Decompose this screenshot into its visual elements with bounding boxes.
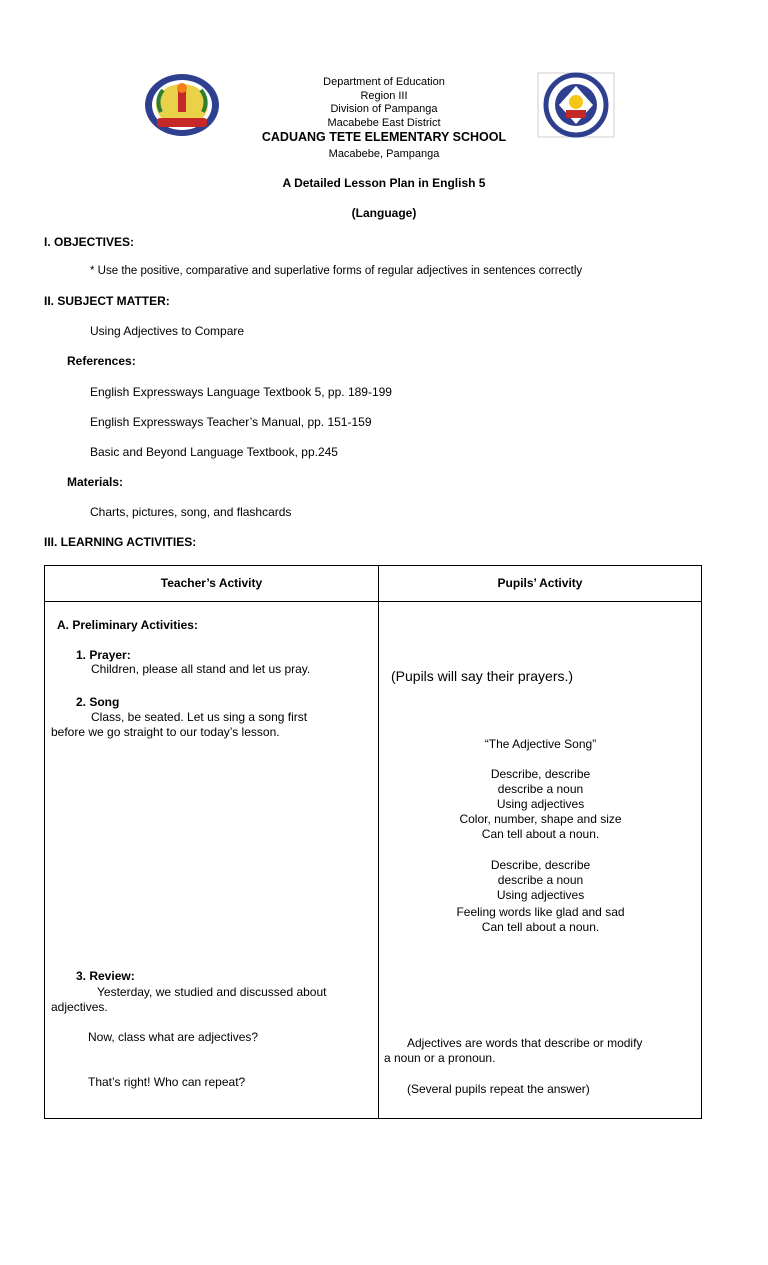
references-heading: References: bbox=[67, 354, 136, 368]
plan-title: A Detailed Lesson Plan in English 5 bbox=[282, 176, 486, 190]
prelim-heading: A. Preliminary Activities: bbox=[57, 618, 198, 632]
activities-heading: III. LEARNING ACTIVITIES: bbox=[44, 535, 197, 549]
reference-item: English Expressways Language Textbook 5, pp. 189-199 bbox=[90, 385, 392, 399]
review-text: adjectives. bbox=[51, 1000, 108, 1014]
header-town: Macabebe, Pampanga bbox=[328, 148, 440, 160]
header-district: Macabebe East District bbox=[327, 117, 441, 129]
prayer-heading: 1. Prayer: bbox=[76, 648, 131, 662]
song-line: Using adjectives bbox=[496, 797, 585, 811]
pupils-answer: Adjectives are words that describe or modify bbox=[407, 1036, 643, 1050]
reference-item: English Expressways Teacher’s Manual, pp. 151-159 bbox=[90, 415, 372, 429]
header-region: Region III bbox=[360, 90, 408, 102]
song-line: describe a noun bbox=[497, 782, 584, 796]
song-line: Feeling words like glad and sad bbox=[456, 905, 625, 919]
song-line: Describe, describe bbox=[490, 858, 591, 872]
objective-item: * Use the positive, comparative and superlative forms of regular adjectives in sentences correctly bbox=[90, 265, 583, 277]
pupils-prayer: (Pupils will say their prayers.) bbox=[391, 668, 574, 684]
column-header-pupils: Pupils’ Activity bbox=[379, 566, 702, 602]
header-division: Division of Pampanga bbox=[330, 103, 438, 115]
song-line: describe a noun bbox=[497, 873, 584, 887]
teacher-question: Now, class what are adjectives? bbox=[88, 1030, 259, 1044]
pupils-answer: a noun or a pronoun. bbox=[384, 1051, 496, 1065]
materials-list: Charts, pictures, song, and flashcards bbox=[90, 505, 292, 519]
subject-heading: II. SUBJECT MATTER: bbox=[44, 294, 170, 308]
teacher-question: That’s right! Who can repeat? bbox=[88, 1075, 246, 1089]
song-line: Describe, describe bbox=[490, 767, 591, 781]
song-text: before we go straight to our today’s lesson. bbox=[51, 725, 280, 739]
song-line: Using adjectives bbox=[496, 888, 585, 902]
plan-subtitle: (Language) bbox=[351, 206, 417, 220]
header-school: CADUANG TETE ELEMENTARY SCHOOL bbox=[261, 130, 507, 144]
song-line: Can tell about a noun. bbox=[481, 827, 600, 841]
teacher-activity-cell bbox=[45, 602, 379, 1119]
pupils-answer: (Several pupils repeat the answer) bbox=[407, 1082, 590, 1096]
pupils-activity-cell bbox=[379, 602, 702, 1119]
subject-topic: Using Adjectives to Compare bbox=[90, 324, 245, 338]
materials-heading: Materials: bbox=[67, 475, 124, 489]
song-text: Class, be seated. Let us sing a song first bbox=[91, 710, 308, 724]
header-dept: Department of Education bbox=[323, 76, 445, 88]
prayer-text: Children, please all stand and let us pray. bbox=[91, 662, 311, 676]
review-text: Yesterday, we studied and discussed about bbox=[97, 985, 327, 999]
objectives-heading: I. OBJECTIVES: bbox=[44, 235, 135, 249]
song-line: Color, number, shape and size bbox=[459, 812, 622, 826]
column-header-teacher: Teacher’s Activity bbox=[45, 566, 379, 602]
song-line: Can tell about a noun. bbox=[481, 920, 600, 934]
activities-table bbox=[44, 565, 702, 1119]
song-title: “The Adjective Song” bbox=[484, 737, 597, 751]
review-heading: 3. Review: bbox=[76, 969, 135, 983]
reference-item: Basic and Beyond Language Textbook, pp.245 bbox=[90, 445, 338, 459]
song-heading: 2. Song bbox=[76, 695, 120, 709]
